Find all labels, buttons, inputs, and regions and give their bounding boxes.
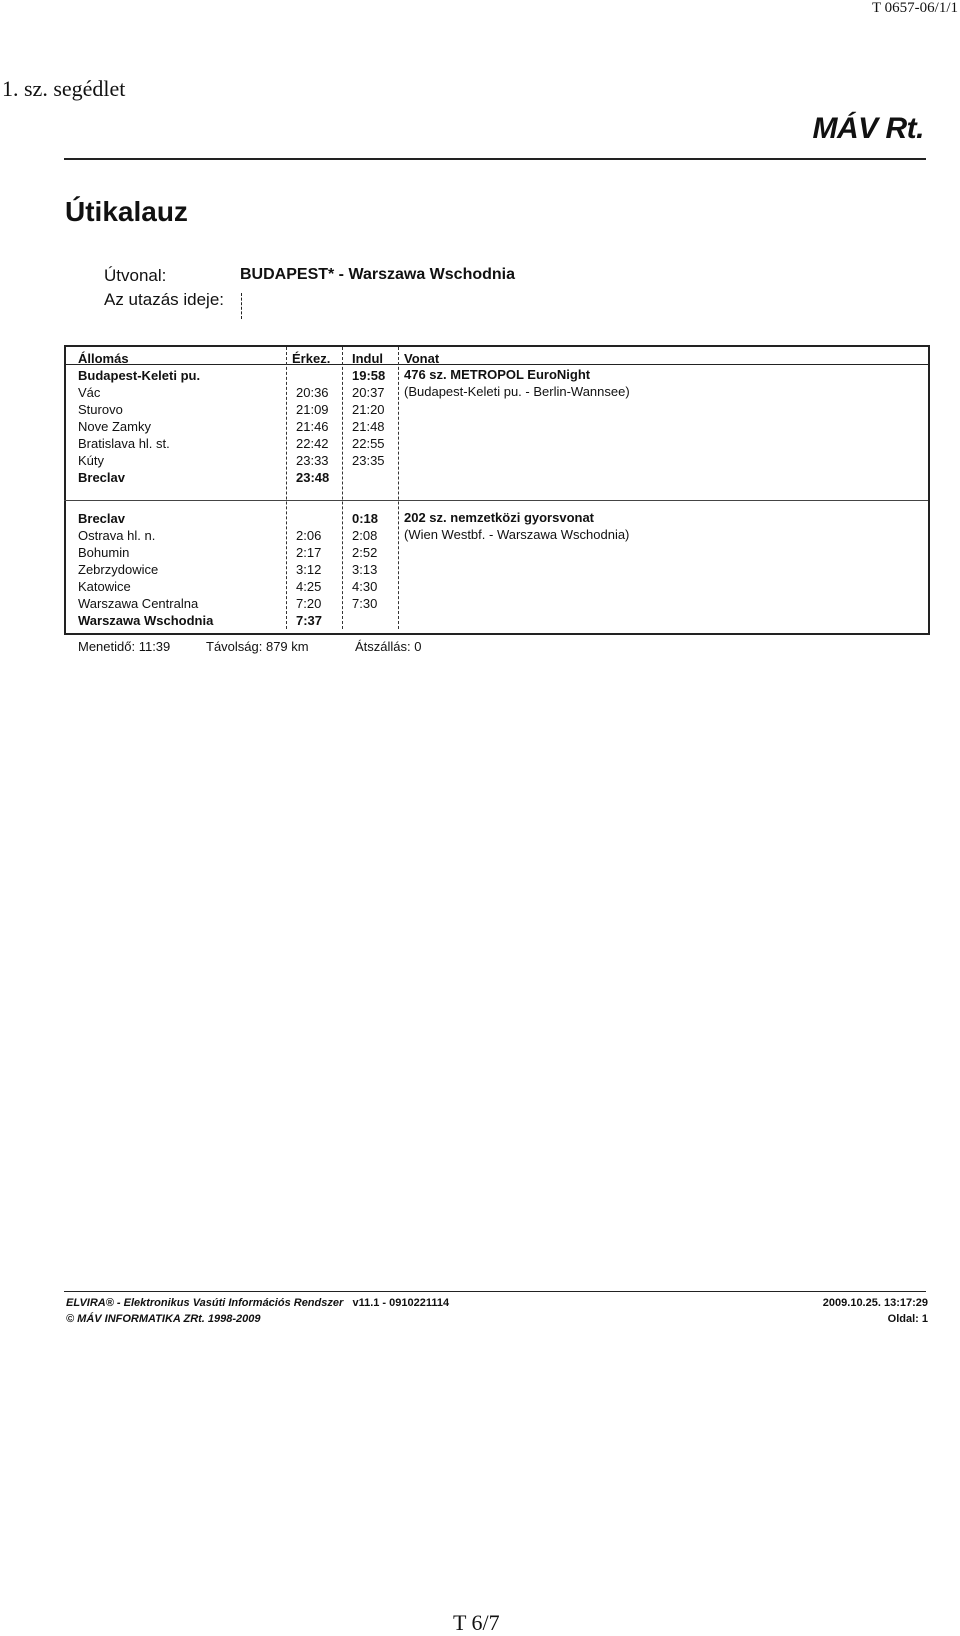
page-title: Útikalauz — [65, 196, 188, 227]
station-cell: Katowice — [78, 579, 131, 594]
brand-logo-text: MÁV Rt. — [812, 112, 924, 145]
arrival-cell: 7:37 — [296, 613, 323, 628]
arrival-cell: 2:06 — [296, 528, 322, 543]
timetable-header-divider — [64, 364, 928, 365]
footer-version: v11.1 - 0910221114 — [352, 1297, 450, 1309]
station-cell: Warszawa Centralna — [78, 596, 199, 611]
arrival-cell: 2:17 — [296, 545, 322, 560]
arrival-cell: 3:12 — [296, 562, 322, 577]
column-header-arrival: Érkez. — [292, 351, 331, 366]
departure-cell: 2:08 — [352, 528, 378, 543]
footer-copyright: © MÁV INFORMATIKA ZRt. 1998-2009 — [66, 1313, 261, 1325]
travel-time: Menetidő: 11:39 — [78, 639, 171, 654]
departure-cell: 20:37 — [352, 385, 385, 400]
departure-cell: 23:35 — [352, 453, 385, 468]
departure-cell: 4:30 — [352, 579, 378, 594]
departure-cell: 21:48 — [352, 419, 385, 434]
arrival-cell: 7:20 — [296, 596, 322, 611]
departure-cell: 7:30 — [352, 596, 378, 611]
departure-cell: 3:13 — [352, 562, 378, 577]
travel-date-field — [241, 293, 245, 319]
station-cell: Bratislava hl. st. — [78, 436, 170, 451]
arrival-cell: 22:42 — [296, 436, 329, 451]
station-cell: Vác — [78, 385, 101, 400]
station-cell: Ostrava hl. n. — [78, 528, 156, 543]
footer-system-name: ELVIRA® - Elektronikus Vasúti Információs Rendszer — [66, 1297, 344, 1309]
footer-divider — [64, 1291, 926, 1292]
station-cell: Warszawa Wschodnia — [78, 613, 214, 628]
station-cell: Sturovo — [78, 402, 123, 417]
route-label: Útvonal: — [104, 266, 167, 285]
travel-date-label: Az utazás ideje: — [104, 290, 225, 309]
departure-cell: 2:52 — [352, 545, 378, 560]
page-number: T 6/7 — [453, 1610, 500, 1635]
arrival-cell: 23:33 — [296, 453, 329, 468]
station-cell: Zebrzydowice — [78, 562, 159, 577]
column-header-station: Állomás — [78, 351, 129, 366]
footer-datetime: 2009.10.25. 13:17:29 — [822, 1297, 928, 1309]
arrival-cell: 21:09 — [296, 402, 329, 417]
header-divider — [64, 158, 926, 160]
station-cell: Bohumin — [78, 545, 130, 560]
train-name: 476 sz. METROPOL EuroNight — [404, 367, 591, 382]
station-cell: Breclav — [78, 511, 125, 526]
departure-cell: 19:58 — [352, 368, 386, 383]
transfers: Átszállás: 0 — [355, 639, 422, 654]
arrival-cell: 21:46 — [296, 419, 329, 434]
attachment-subtitle: 1. sz. segédlet — [2, 76, 126, 101]
station-cell: Nove Zamky — [78, 419, 151, 434]
train-name: 202 sz. nemzetközi gyorsvonat — [404, 510, 595, 525]
station-cell: Kúty — [78, 453, 105, 468]
footer-system — [66, 1297, 449, 1309]
column-header-departure: Indul — [352, 351, 384, 366]
document-code: T 0657-06/1/1 — [872, 0, 958, 16]
station-cell: Breclav — [78, 470, 125, 485]
station-cell: Budapest-Keleti pu. — [78, 368, 201, 383]
distance: Távolság: 879 km — [206, 639, 309, 654]
column-divider-station — [286, 347, 287, 629]
timetable-segment-divider — [64, 500, 928, 501]
departure-cell: 22:55 — [352, 436, 385, 451]
column-divider-arrival — [342, 347, 343, 629]
arrival-cell: 23:48 — [296, 470, 330, 485]
departure-cell: 0:18 — [352, 511, 379, 526]
arrival-cell: 20:36 — [296, 385, 329, 400]
route-value: BUDAPEST* - Warszawa Wschodnia — [240, 266, 516, 283]
footer-page: Oldal: 1 — [887, 1313, 928, 1325]
column-divider-departure — [398, 347, 399, 629]
column-header-train: Vonat — [404, 351, 440, 366]
departure-cell: 21:20 — [352, 402, 385, 417]
train-route: (Budapest-Keleti pu. - Berlin-Wannsee) — [404, 384, 630, 399]
train-route: (Wien Westbf. - Warszawa Wschodnia) — [404, 527, 630, 542]
arrival-cell: 4:25 — [296, 579, 322, 594]
